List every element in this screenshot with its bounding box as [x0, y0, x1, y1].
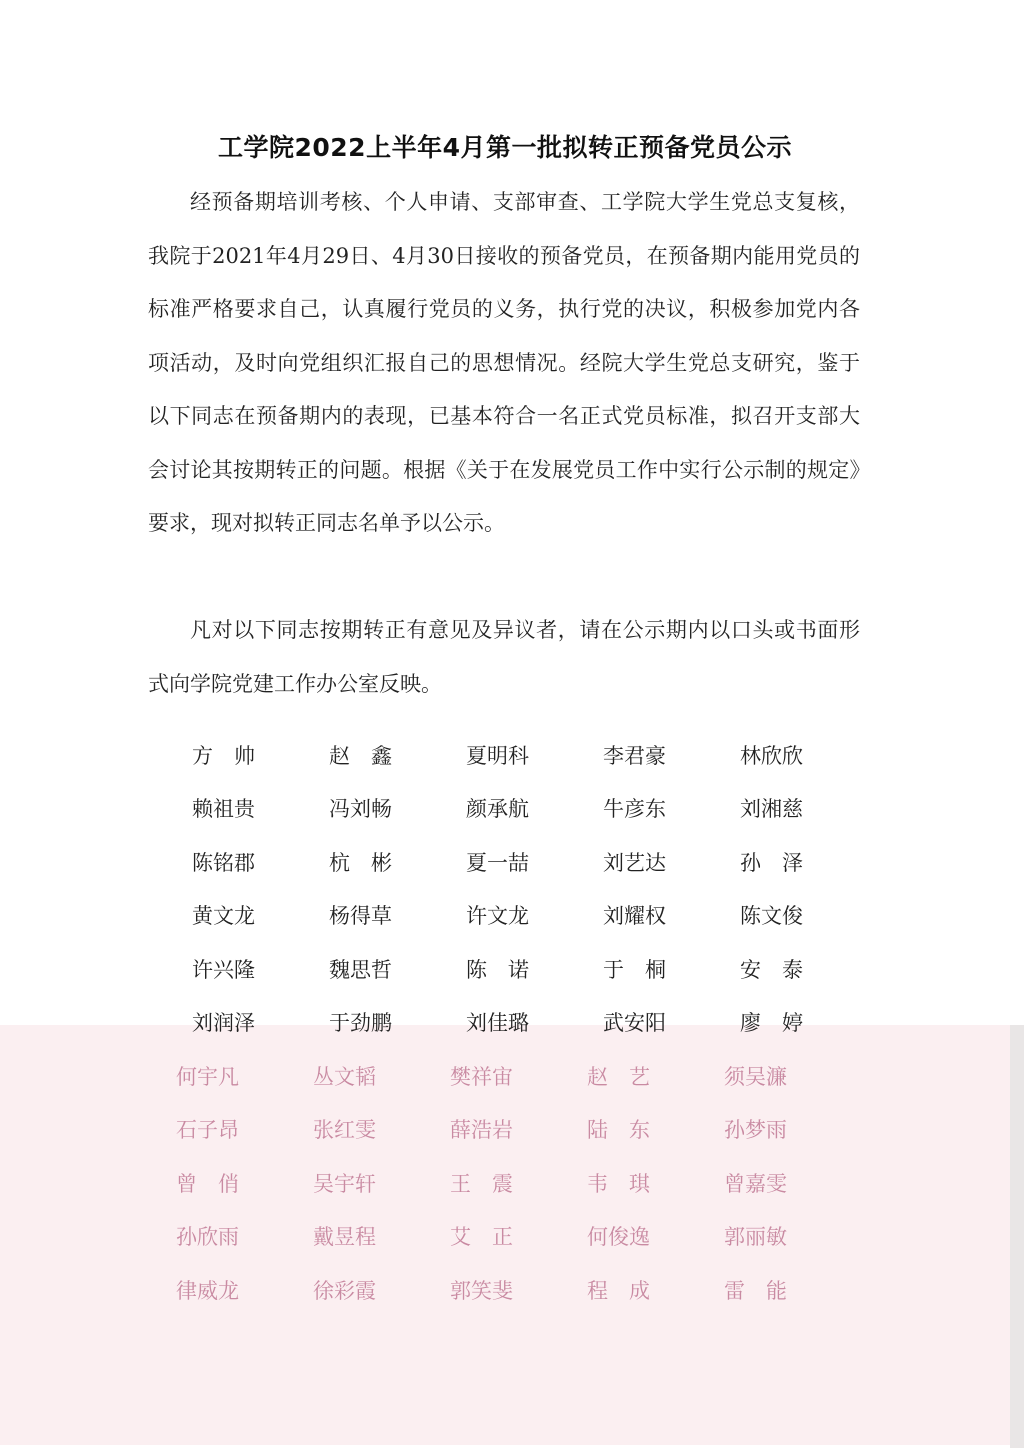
name-item: 戴昱程 — [313, 1225, 376, 1250]
name-list — [150, 728, 850, 1317]
name-item: 刘润泽 — [192, 1011, 255, 1036]
name-item: 赖祖贵 — [192, 797, 255, 822]
name-item: 于 桐 — [603, 957, 666, 982]
name-item: 杭 彬 — [329, 850, 392, 875]
name-item: 廖 婷 — [740, 1011, 803, 1036]
name-item: 冯刘畅 — [329, 797, 392, 822]
name-item: 方 帅 — [192, 743, 255, 768]
name-item: 艾 正 — [450, 1225, 513, 1250]
name-item: 黄文龙 — [192, 904, 255, 929]
name-item: 陆 东 — [587, 1118, 650, 1143]
name-item: 刘湘慈 — [740, 797, 803, 822]
name-item: 颜承航 — [466, 797, 529, 822]
name-item: 安 泰 — [740, 957, 803, 982]
name-item: 徐彩霞 — [313, 1278, 376, 1303]
name-item: 丛文韬 — [313, 1064, 376, 1089]
name-item: 孙 泽 — [740, 850, 803, 875]
name-item: 樊祥宙 — [450, 1064, 513, 1089]
name-item: 许兴隆 — [192, 957, 255, 982]
name-item: 许文龙 — [466, 904, 529, 929]
name-item: 林欣欣 — [740, 743, 803, 768]
name-item: 武安阳 — [603, 1011, 666, 1036]
name-item: 陈铭郡 — [192, 850, 255, 875]
name-item: 孙梦雨 — [724, 1118, 787, 1143]
name-item: 李君豪 — [603, 743, 666, 768]
name-item: 程 成 — [587, 1278, 650, 1303]
name-item: 夏一喆 — [466, 850, 529, 875]
scan-edge — [1010, 1025, 1024, 1448]
name-item: 张红雯 — [313, 1118, 376, 1143]
name-item: 薛浩岩 — [450, 1118, 513, 1143]
name-item: 刘佳璐 — [466, 1011, 529, 1036]
name-item: 律威龙 — [176, 1278, 239, 1303]
name-item: 于劲鹏 — [329, 1011, 392, 1036]
name-item: 郭笑斐 — [450, 1278, 513, 1303]
name-item: 曾 俏 — [176, 1171, 239, 1196]
name-item: 王 震 — [450, 1171, 513, 1196]
body-paragraph-2: 凡对以下同志按期转正有意见及异议者，请在公示期内以口头或书面形式向学院党建工作办公室反映。 — [148, 618, 860, 696]
document-title: 工学院2022上半年4月第一批拟转正预备党员公示 — [218, 133, 792, 162]
name-item: 何宇凡 — [176, 1064, 239, 1089]
name-item: 赵 艺 — [587, 1064, 650, 1089]
name-item: 刘耀权 — [603, 904, 666, 929]
name-item: 孙欣雨 — [176, 1225, 239, 1250]
name-item: 杨得草 — [329, 904, 392, 929]
name-item: 魏思哲 — [329, 957, 392, 982]
name-item: 牛彦东 — [603, 797, 666, 822]
name-item: 陈文俊 — [740, 904, 803, 929]
name-item: 夏明科 — [466, 743, 529, 768]
name-item: 雷 能 — [724, 1278, 787, 1303]
body-paragraph-1: 经预备期培训考核、个人申请、支部审查、工学院大学生党总支复核，我院于2021年4月29日、4月30日接收的预备党员，在预备期内能用党员的标准严格要求自己，认真履行党员的义务，执行党的决议，积极参加党内各项活动，及时向党组织汇报自己的思想情况。经院大学生党总支研究，鉴于以下同志在预备期内的表现，已基本符合一名正式党员标准，拟召开支部大会讨论其按期转正的问题。根据《关于在发展党员工作中实行公示制的规定》要求，现对拟转正同志名单予以公示。 — [148, 190, 860, 535]
name-item: 郭丽敏 — [724, 1225, 787, 1250]
name-item: 赵 鑫 — [329, 743, 392, 768]
name-item: 须吴濂 — [724, 1064, 787, 1089]
name-item: 石子昂 — [176, 1118, 239, 1143]
name-item: 何俊逸 — [587, 1225, 650, 1250]
name-item: 刘艺达 — [603, 850, 666, 875]
name-item: 曾嘉雯 — [724, 1171, 787, 1196]
name-item: 吴宇轩 — [313, 1171, 376, 1196]
name-item: 韦 琪 — [587, 1171, 650, 1196]
name-item: 陈 诺 — [466, 957, 529, 982]
